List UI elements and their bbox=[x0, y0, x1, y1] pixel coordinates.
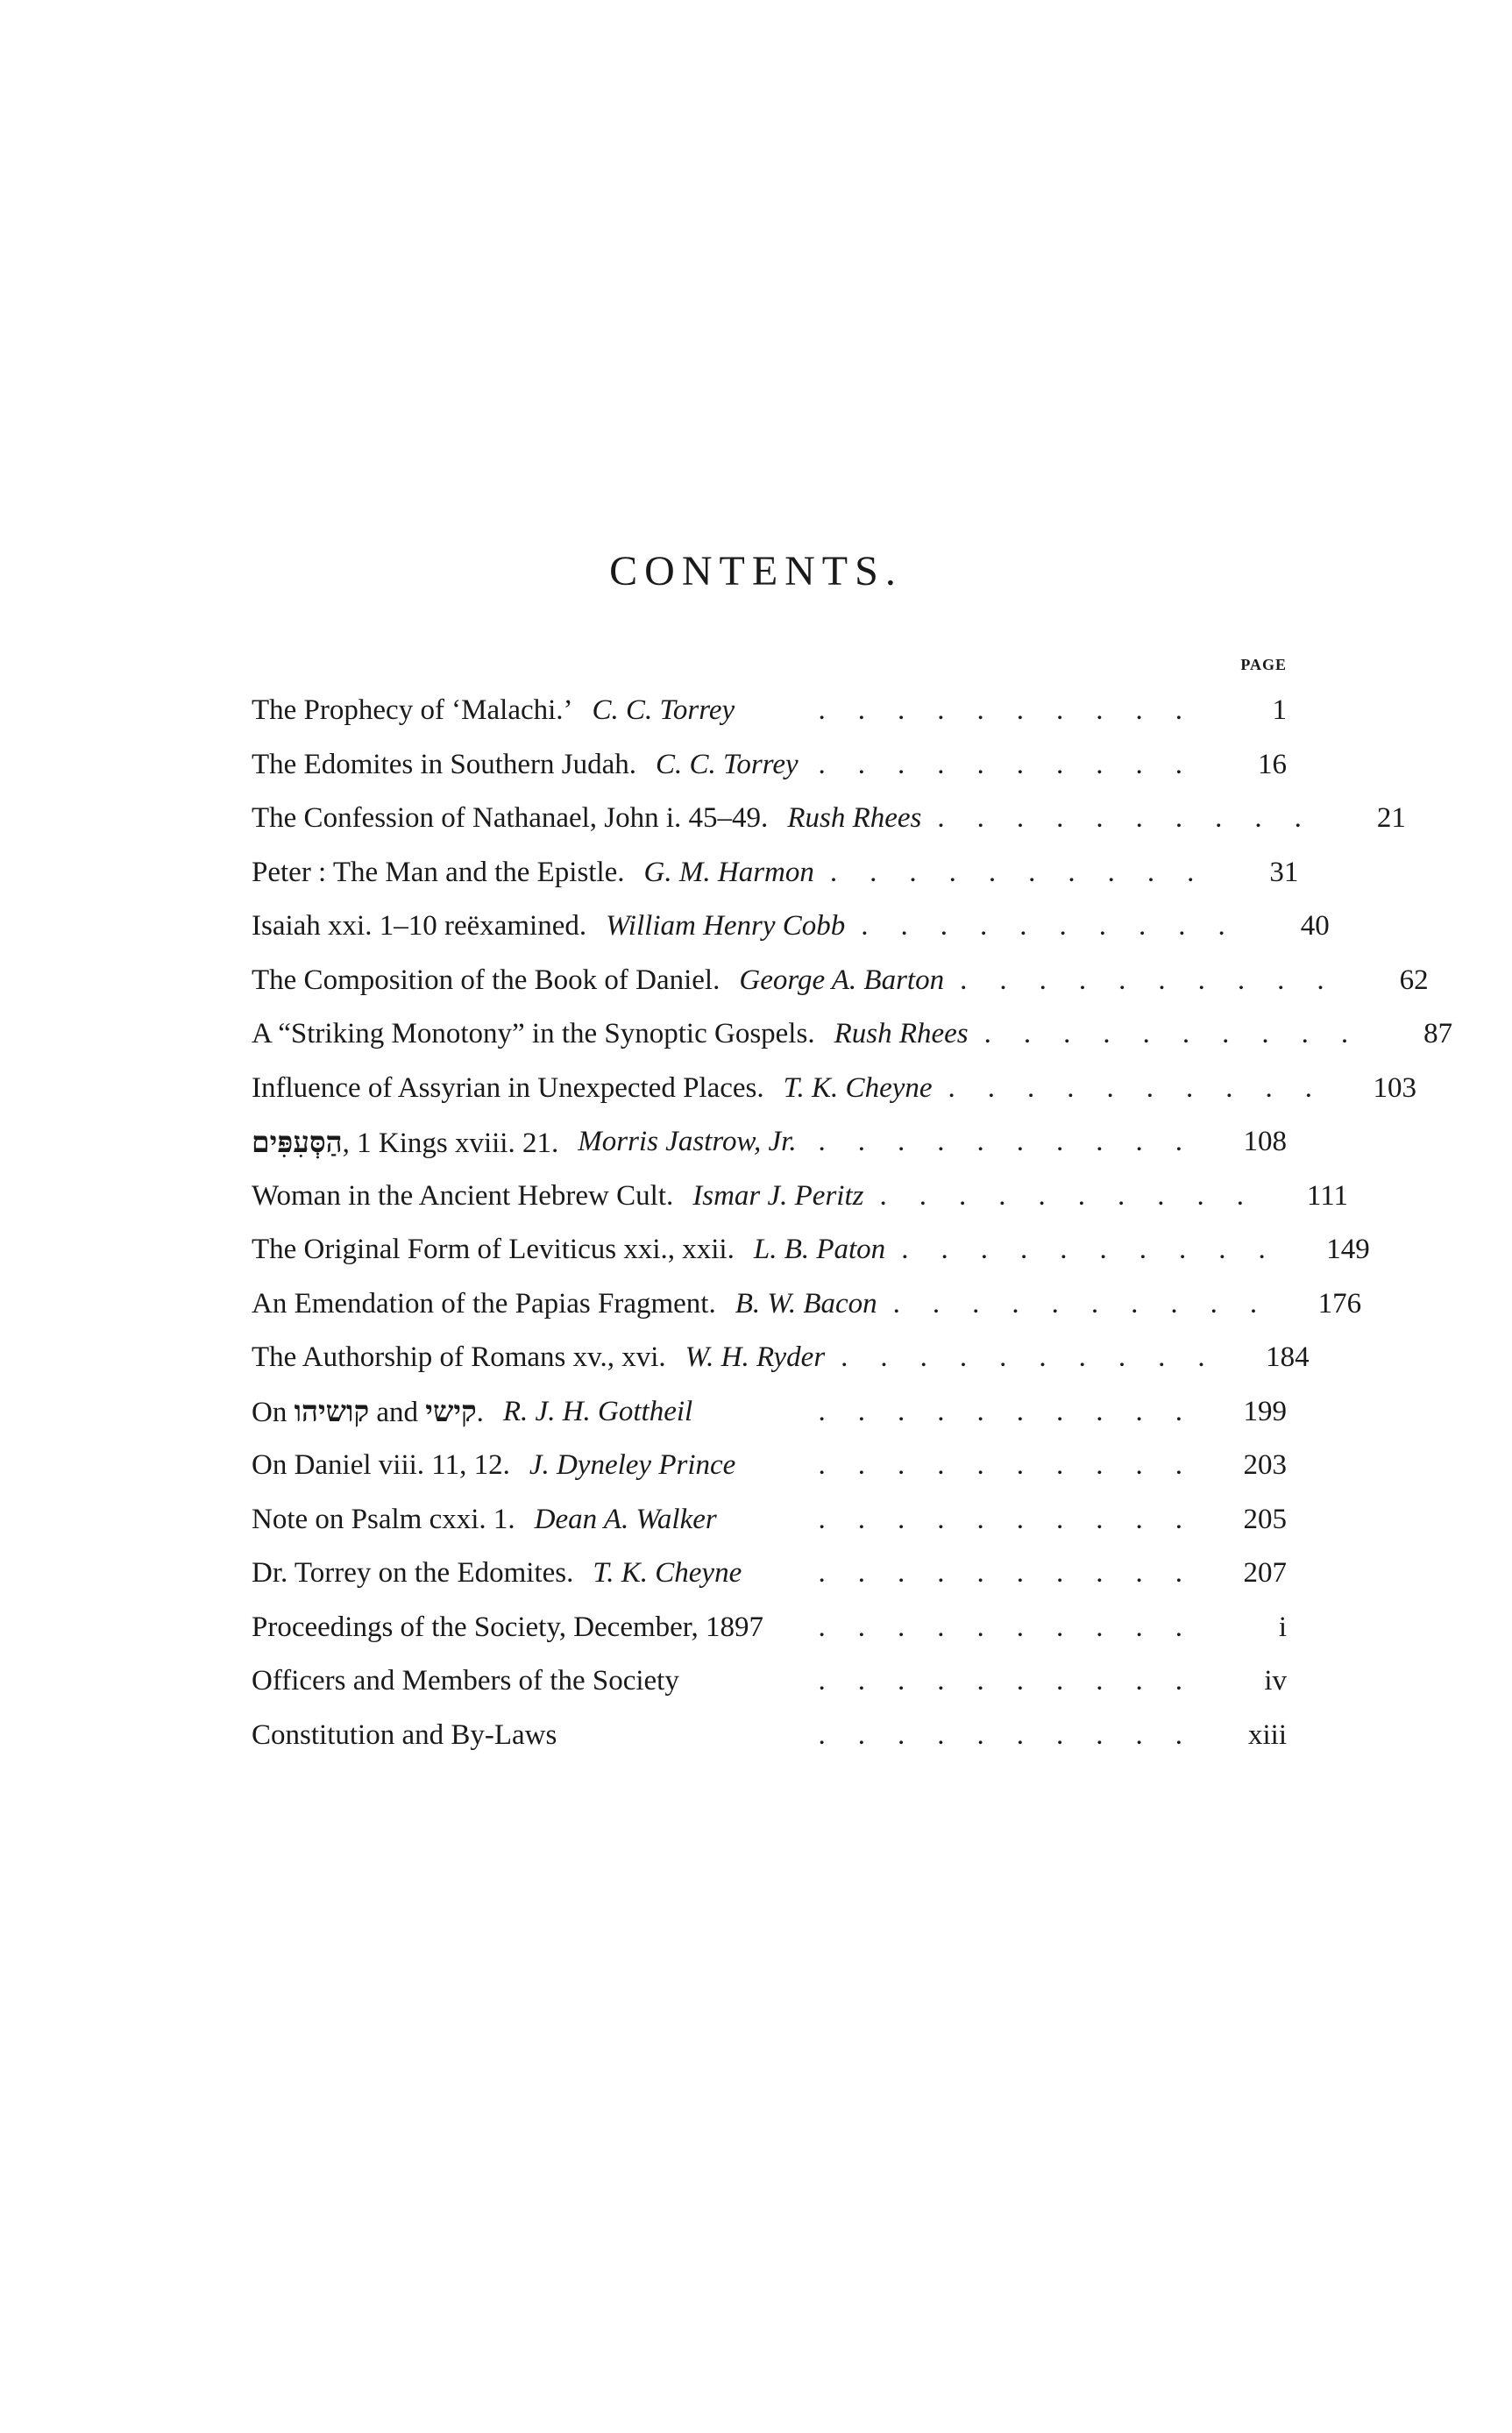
hebrew-term: הַסְּעִפִּים bbox=[252, 1124, 343, 1159]
toc-entry bbox=[252, 1331, 1310, 1385]
entry-title: Woman in the Ancient Hebrew Cult. bbox=[252, 1179, 674, 1212]
toc-entry bbox=[252, 1277, 1362, 1332]
entry-page: 108 bbox=[1243, 1126, 1287, 1158]
toc-entry bbox=[252, 1115, 1287, 1170]
entry-title: The Edomites in Southern Judah. bbox=[252, 748, 637, 780]
entry-title: Influence of Assyrian in Unexpected Places. bbox=[252, 1071, 764, 1104]
hebrew-term-2: קישי bbox=[425, 1394, 477, 1429]
table-of-contents bbox=[252, 684, 1453, 1762]
entry-author: T. K. Cheyne bbox=[783, 1071, 933, 1104]
page-title: CONTENTS. bbox=[609, 548, 903, 594]
toc-entry bbox=[252, 1007, 1453, 1062]
entry-author: L. B. Paton bbox=[753, 1234, 886, 1266]
toc-entry bbox=[252, 1709, 1287, 1763]
dot-leader: .......... bbox=[818, 1718, 1215, 1751]
entry-title: Peter : The Man and the Epistle. bbox=[252, 856, 625, 888]
toc-entry bbox=[252, 846, 1299, 900]
entry-title: Constitution and By-Laws bbox=[252, 1718, 557, 1751]
entry-page: 103 bbox=[1373, 1071, 1417, 1104]
dot-leader: .......... bbox=[818, 1503, 1215, 1535]
dot-leader: .......... bbox=[937, 802, 1334, 835]
entry-title: Dr. Torrey on the Edomites. bbox=[252, 1557, 574, 1590]
entry-author: G. M. Harmon bbox=[643, 856, 814, 888]
dot-leader: .......... bbox=[892, 1287, 1290, 1320]
entry-title-middle: and bbox=[376, 1397, 419, 1429]
dot-leader: .......... bbox=[983, 1018, 1381, 1050]
entry-author: W. H. Ryder bbox=[685, 1341, 826, 1374]
dot-leader: .......... bbox=[960, 964, 1357, 996]
toc-entry bbox=[252, 954, 1429, 1008]
dot-leader: .......... bbox=[948, 1071, 1345, 1104]
entry-page: i bbox=[1278, 1611, 1287, 1643]
entry-page: 31 bbox=[1269, 856, 1299, 888]
toc-entry bbox=[252, 900, 1330, 954]
entry-author: Dean A. Walker bbox=[534, 1503, 717, 1535]
entry-title-suffix: , 1 Kings xviii. 21. bbox=[342, 1127, 559, 1159]
entry-title: On Daniel viii. 11, 12. bbox=[252, 1449, 510, 1482]
dot-leader: .......... bbox=[818, 1665, 1215, 1697]
entry-author: Ismar J. Peritz bbox=[692, 1179, 864, 1212]
entry-page: 21 bbox=[1376, 802, 1406, 835]
entry-author: Rush Rhees bbox=[787, 802, 922, 835]
toc-entry bbox=[252, 1654, 1287, 1709]
entry-page: 199 bbox=[1243, 1395, 1287, 1427]
entry-title bbox=[252, 1394, 484, 1429]
entry-author: George A. Barton bbox=[739, 964, 945, 996]
dot-leader: .......... bbox=[861, 910, 1258, 943]
toc-entry bbox=[252, 792, 1406, 846]
toc-entry bbox=[252, 1170, 1348, 1224]
entry-author: C. C. Torrey bbox=[592, 694, 735, 727]
entry-title: Officers and Members of the Society bbox=[252, 1665, 679, 1697]
entry-title: Proceedings of the Society, December, 1897 bbox=[252, 1611, 763, 1643]
toc-entry bbox=[252, 684, 1287, 738]
entry-title: The Original Form of Leviticus xxi., xxii. bbox=[252, 1234, 735, 1266]
entry-page: xiii bbox=[1247, 1718, 1287, 1751]
entry-page: 149 bbox=[1326, 1234, 1370, 1266]
toc-entry bbox=[252, 1493, 1287, 1547]
entry-page: 207 bbox=[1243, 1557, 1287, 1590]
entry-author: J. Dyneley Prince bbox=[529, 1449, 736, 1482]
entry-title: The Prophecy of ‘Malachi.’ bbox=[252, 694, 573, 727]
entry-page: 205 bbox=[1243, 1503, 1287, 1535]
entry-page: iv bbox=[1264, 1665, 1287, 1697]
entry-title: Note on Psalm cxxi. 1. bbox=[252, 1503, 515, 1535]
hebrew-term: קושיהו bbox=[294, 1394, 370, 1429]
toc-entry bbox=[252, 1601, 1287, 1655]
entry-author: William Henry Cobb bbox=[606, 910, 846, 943]
entry-author: T. K. Cheyne bbox=[593, 1557, 742, 1590]
entry-page: 184 bbox=[1266, 1341, 1310, 1374]
dot-leader: .......... bbox=[818, 1395, 1215, 1427]
dot-leader: .......... bbox=[879, 1179, 1276, 1212]
toc-entry bbox=[252, 738, 1287, 793]
dot-leader: .......... bbox=[818, 1557, 1215, 1590]
dot-leader: .......... bbox=[829, 856, 1227, 888]
entry-author: Morris Jastrow, Jr. bbox=[578, 1126, 797, 1158]
entry-page: 87 bbox=[1423, 1018, 1453, 1050]
entry-title-prefix: On bbox=[252, 1397, 287, 1429]
entry-author: C. C. Torrey bbox=[656, 748, 799, 780]
entry-author: B. W. Bacon bbox=[735, 1287, 877, 1320]
dot-leader: .......... bbox=[841, 1341, 1238, 1374]
toc-entry bbox=[252, 1223, 1370, 1277]
toc-entry bbox=[252, 1439, 1287, 1493]
entry-title: An Emendation of the Papias Fragment. bbox=[252, 1287, 716, 1320]
entry-page: 203 bbox=[1243, 1449, 1287, 1482]
dot-leader: .......... bbox=[901, 1234, 1298, 1266]
entry-title: A “Striking Monotony” in the Synoptic Gospels. bbox=[252, 1018, 815, 1050]
dot-leader: .......... bbox=[818, 694, 1215, 727]
dot-leader: .......... bbox=[818, 1611, 1215, 1643]
entry-page: 176 bbox=[1317, 1287, 1362, 1320]
entry-author: R. J. H. Gottheil bbox=[502, 1395, 693, 1427]
entry-page: 1 bbox=[1272, 694, 1287, 727]
entry-title: The Authorship of Romans xv., xvi. bbox=[252, 1341, 666, 1374]
entry-page: 40 bbox=[1300, 910, 1330, 943]
dot-leader: .......... bbox=[818, 748, 1215, 780]
entry-title-suffix: . bbox=[476, 1397, 484, 1429]
entry-page: 62 bbox=[1399, 964, 1429, 996]
toc-entry bbox=[252, 1547, 1287, 1601]
dot-leader: .......... bbox=[818, 1126, 1215, 1158]
dot-leader: .......... bbox=[818, 1449, 1215, 1482]
entry-page: 16 bbox=[1258, 748, 1287, 780]
entry-title: Isaiah xxi. 1–10 reëxamined. bbox=[252, 910, 587, 943]
entry-title: The Confession of Nathanael, John i. 45–49. bbox=[252, 802, 769, 835]
toc-entry bbox=[252, 1062, 1417, 1116]
entry-author: Rush Rhees bbox=[834, 1018, 969, 1050]
entry-page: 111 bbox=[1306, 1179, 1348, 1212]
entry-title: The Composition of the Book of Daniel. bbox=[252, 964, 721, 996]
toc-entry bbox=[252, 1385, 1287, 1440]
page-column-label: PAGE bbox=[1240, 656, 1287, 673]
entry-title bbox=[252, 1125, 558, 1160]
